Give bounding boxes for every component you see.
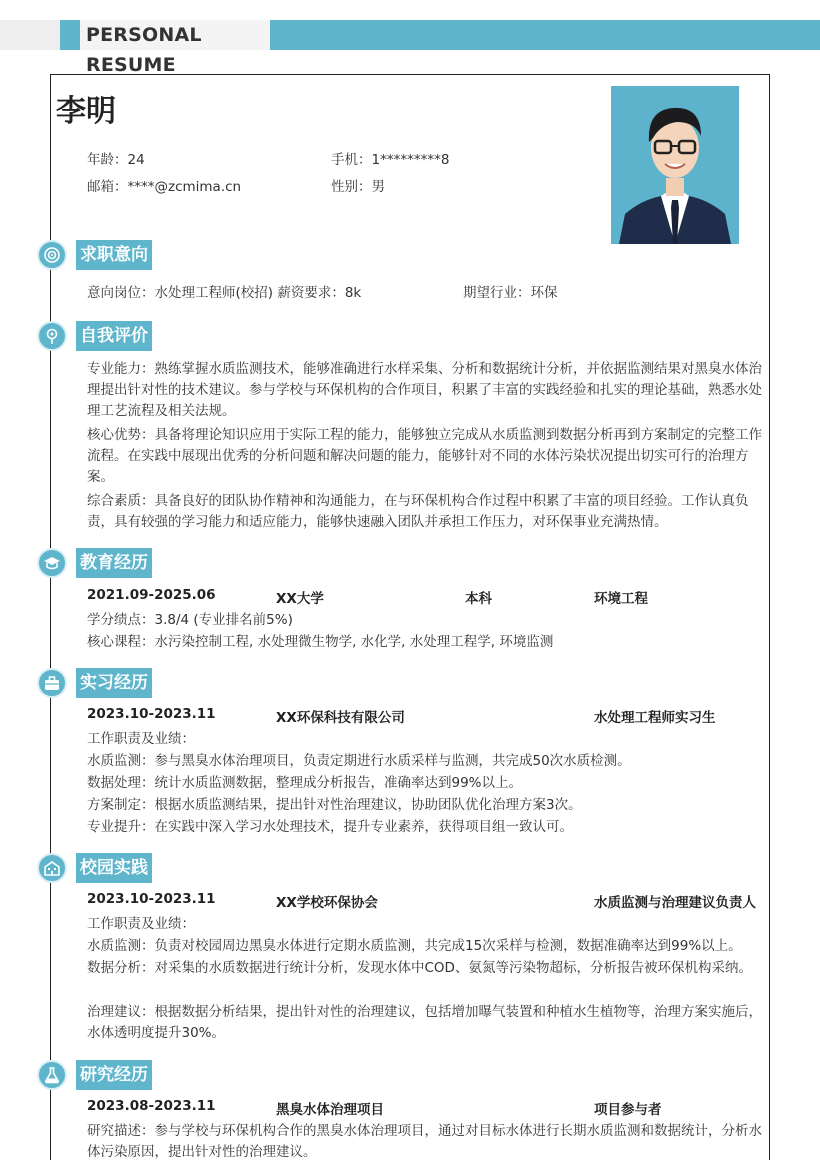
banner-left-block (0, 20, 60, 50)
campus-row (87, 891, 767, 913)
age-field (87, 148, 145, 168)
self-eval-paragraph-3: 综合素质：具备良好的团队协作精神和沟通能力，在与环保机构合作过程中积累了丰富的项目经验。工作认真负责，具有较强的学习能力和适应能力，能够快速融入团队并承担工作压力，对环保事业充满热情。 (87, 493, 749, 530)
age-value: 24 (127, 152, 145, 168)
education-row (87, 587, 767, 609)
campus-line: 工作职责及业绩： (87, 916, 195, 932)
education-major: 环境工程 (594, 591, 648, 607)
portrait-illustration (611, 86, 739, 244)
section-title: 研究经历 (76, 1060, 152, 1090)
education-courses: 核心课程：水污染控制工程, 水处理微生物学, 水化学, 水处理工程学, 环境监测 (87, 634, 554, 650)
section-header-education (37, 548, 237, 578)
target-icon (37, 240, 67, 270)
education-school: XX大学 (276, 591, 324, 607)
gender-value: 男 (371, 179, 385, 195)
section-header-campus (37, 853, 237, 883)
internship-line: 水质监测：参与黑臭水体治理项目，负责定期进行水质采样与监测，共完成50次水质检测。 (87, 753, 631, 769)
banner-bar (270, 20, 820, 50)
self-eval-paragraph-2: 核心优势：具备将理论知识应用于实际工程的能力，能够独立完成从水质监测到数据分析再到方案制定的完整工作流程。在实践中展现出优秀的分析问题和解决问题的能力，能够针对不同的水体污染状况提出切实可行的治理方案。 (87, 427, 762, 485)
education-degree: 本科 (465, 591, 492, 607)
section-header-intent (37, 240, 237, 270)
intent-industry: 期望行业：环保 (463, 285, 558, 301)
section-title: 教育经历 (76, 548, 152, 578)
profile-photo (611, 86, 739, 244)
resume-title: PERSONAL RESUME (80, 20, 270, 50)
section-header-self-eval (37, 321, 237, 351)
section-title: 自我评价 (76, 321, 152, 351)
self-eval-paragraph-1: 专业能力：熟练掌握水质监测技术，能够准确进行水样采集、分析和数据统计分析，并依据监测结果对黑臭水体治理提出针对性的技术建议。参与学校与环保机构的合作项目，积累了丰富的实践经验和扎实的理论基础，熟悉水处理工艺流程及相关法规。 (87, 361, 762, 419)
candidate-name: 李明 (56, 94, 116, 129)
internship-line: 工作职责及业绩： (87, 731, 195, 747)
phone-field (331, 148, 449, 168)
campus-line: 数据分析：对采集的水质数据进行统计分析，发现水体中COD、氨氮等污染物超标，分析报告被环保机构采纳。 (87, 960, 752, 976)
section-header-internship (37, 668, 237, 698)
internship-line: 数据处理：统计水质监测数据，整理成分析报告，准确率达到99%以上。 (87, 775, 523, 791)
internship-role: 水处理工程师实习生 (594, 710, 716, 726)
section-title: 求职意向 (76, 240, 152, 270)
section-header-research (37, 1060, 237, 1090)
flask-icon (37, 1060, 67, 1090)
briefcase-icon (37, 668, 67, 698)
research-role: 项目参与者 (594, 1102, 662, 1118)
campus-org: XX学校环保协会 (276, 895, 378, 911)
intent-position: 意向岗位：水处理工程师(校招) 薪资要求：8k (87, 285, 362, 301)
email-value: ****@zcmima.cn (127, 179, 242, 195)
phone-label: 手机： (331, 152, 372, 168)
internship-date: 2023.10-2023.11 (87, 706, 216, 722)
gender-label: 性别： (331, 179, 372, 195)
building-icon (37, 853, 67, 883)
research-description: 研究描述：参与学校与环保机构合作的黑臭水体治理项目，通过对目标水体进行长期水质监测和数据统计，分析水体污染原因，提出针对性的治理建议。 (87, 1123, 762, 1160)
education-date: 2021.09-2025.06 (87, 587, 216, 603)
section-title: 校园实践 (76, 853, 152, 883)
email-label: 邮箱： (87, 179, 128, 195)
research-date: 2023.08-2023.11 (87, 1098, 216, 1114)
research-project: 黑臭水体治理项目 (276, 1102, 384, 1118)
research-row (87, 1098, 767, 1120)
internship-line: 方案制定：根据水质监测结果，提出针对性治理建议，协助团队优化治理方案3次。 (87, 797, 582, 813)
campus-line: 水质监测：负责对校园周边黑臭水体进行定期水质监测，共完成15次采样与检测，数据准确率达到99%以上。 (87, 938, 742, 954)
graduation-cap-icon (37, 548, 67, 578)
campus-role: 水质监测与治理建议负责人 (594, 895, 756, 911)
campus-line: 治理建议：根据数据分析结果，提出针对性的治理建议，包括增加曝气装置和种植水生植物等，治理方案实施后，水体透明度提升30%。 (87, 1004, 762, 1041)
education-gpa: 学分绩点：3.8/4 (专业排名前5%) (87, 612, 293, 628)
internship-company: XX环保科技有限公司 (276, 710, 405, 726)
banner-accent-tab (60, 20, 80, 50)
section-title: 实习经历 (76, 668, 152, 698)
email-field (87, 175, 241, 195)
internship-line: 专业提升：在实践中深入学习水处理技术，提升专业素养，获得项目组一致认可。 (87, 819, 573, 835)
flower-icon (37, 321, 67, 351)
age-label: 年龄： (87, 152, 128, 168)
phone-value: 1*********8 (371, 152, 450, 168)
internship-row (87, 706, 767, 728)
gender-field (331, 175, 385, 195)
campus-date: 2023.10-2023.11 (87, 891, 216, 907)
